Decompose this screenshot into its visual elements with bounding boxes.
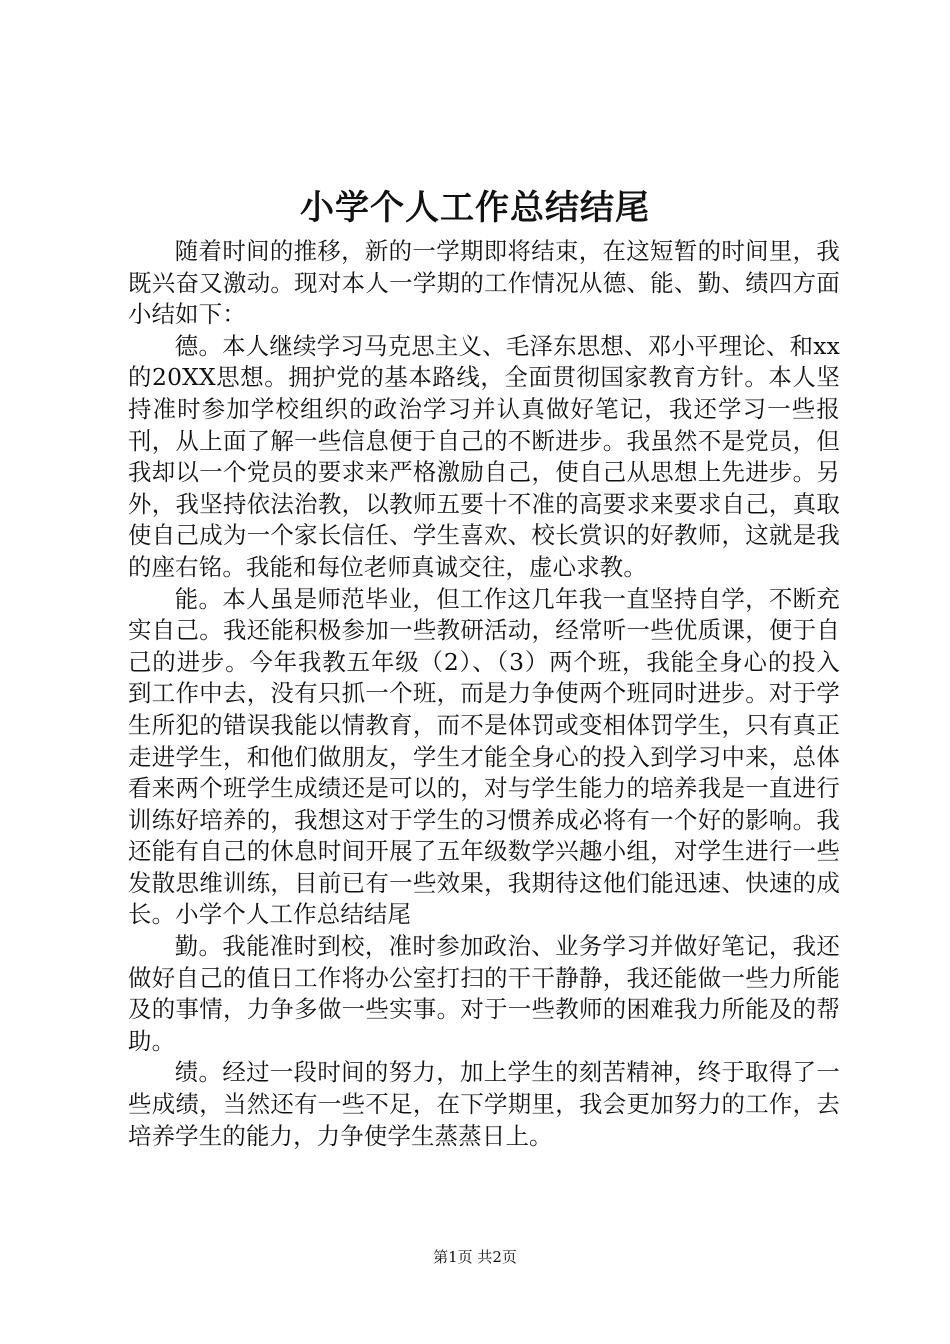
paragraph-ji: 绩。经过一段时间的努力，加上学生的刻苦精神，终于取得了一些成绩，当然还有一些不足，在下学期里，我会更加努力的工作，去培养学生的能力，力争使学生蒸蒸日上。 [128,1058,840,1150]
paragraph-de: 德。本人继续学习马克思主义、毛泽东思想、邓小平理论、和xx的20XX思想。拥护党的基本路线，全面贯彻国家教育方针。本人坚持准时参加学校组织的政治学习并认真做好笔记，我还学习一些报刊，从上面了解一些信息便于自己的不断进步。我虽然不是党员，但我却以一个党员的要求来严格激励自己，使自己从思想上先进步。另外，我坚持依法治教，以教师五要十不准的高要求来要求自己，真取使自己成为一个家长信任、学生喜欢、校长赏识的好教师，这就是我的座右铭。我能和每位老师真诚交往，虚心求教。 [128,331,840,581]
page-footer: 第1页 共2页 [433,1248,517,1266]
document-title: 小学个人工作总结结尾 [300,188,650,228]
paragraph-qin: 勤。我能准时到校，准时参加政治、业务学习并做好笔记，我还做好自己的值日工作将办公室打扫的干干静静，我还能做一些力所能及的事情，力争多做一些实事。对于一些教师的困难我力所能及的帮助。 [128,932,840,1055]
document-body [128,236,840,1152]
paragraph-neng: 能。本人虽是师范毕业，但工作这几年我一直坚持自学，不断充实自己。我还能积极参加一些教研活动，经常听一些优质课，便于自己的进步。今年我教五年级（2）、（3）两个班，我能全身心的投入到工作中去，没有只抓一个班，而是力争使两个班同时进步。对于学生所犯的错误我能以情教育，而不是体罚或变相体罚学生，只有真正走进学生，和他们做朋友，学生才能全身心的投入到学习中来，总体看来两个班学生成绩还是可以的，对与学生能力的培养我是一直进行训练好培养的，我想这对于学生的习惯养成必将有一个好的影响。我还能有自己的休息时间开展了五年级数学兴趣小组，对学生进行一些发散思维训练，目前已有一些效果，我期待这他们能迅速、快速的成长。小学个人工作总结结尾 [128,584,840,929]
paragraph-intro: 随着时间的推移，新的一学期即将结束，在这短暂的时间里，我既兴奋又激动。现对本人一学期的工作情况从德、能、勤、绩四方面小结如下： [128,237,840,329]
